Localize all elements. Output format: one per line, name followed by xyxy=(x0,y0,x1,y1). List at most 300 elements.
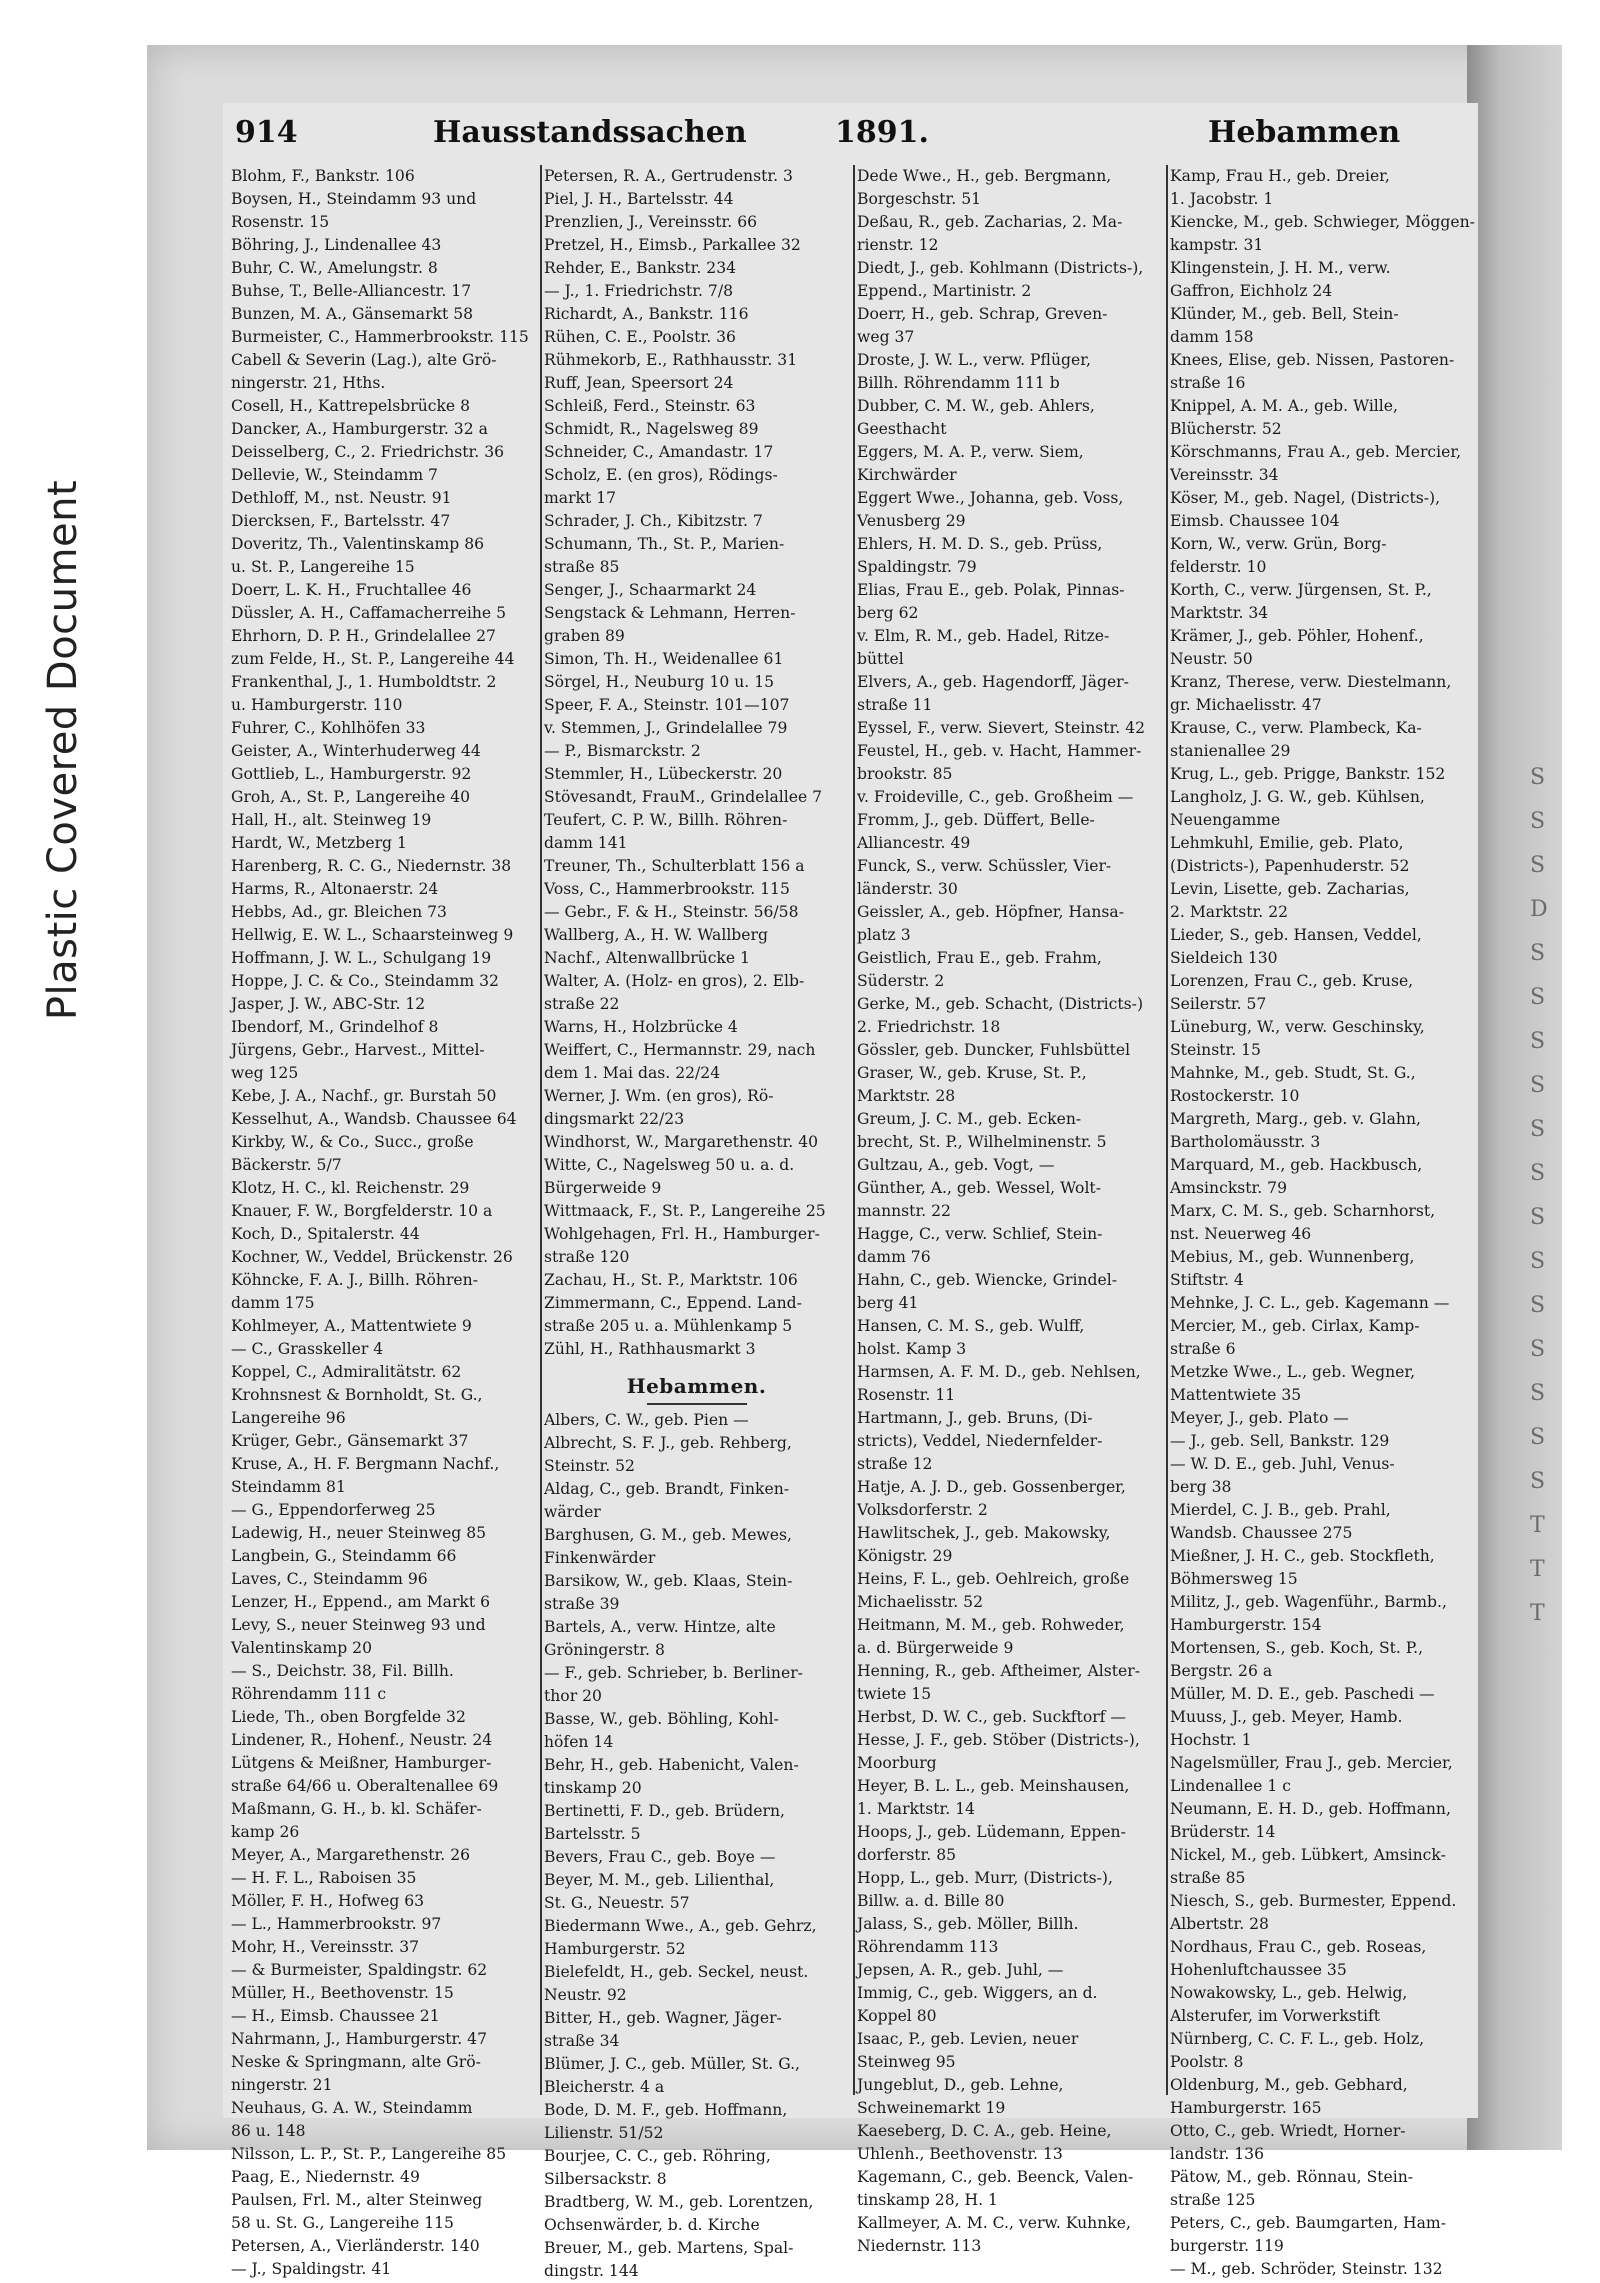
directory-entry: straße 205 u. a. Mühlenkamp 5 xyxy=(544,1317,793,1335)
directory-entry: Nürnberg, C. C. F. L., geb. Holz, xyxy=(1170,2030,1425,2048)
edge-letter: T xyxy=(1530,1601,1545,1626)
directory-entry: Borgeschstr. 51 xyxy=(857,190,982,208)
edge-letter: S xyxy=(1530,1249,1546,1274)
directory-entry: Langereihe 96 xyxy=(231,1409,346,1427)
directory-entry: Knees, Elise, geb. Nissen, Pastoren- xyxy=(1170,351,1455,369)
directory-entry: Doveritz, Th., Valentinskamp 86 xyxy=(231,535,485,553)
column-rule xyxy=(1166,165,1168,2095)
directory-entry: Droste, J. W. L., verw. Pflüger, xyxy=(857,351,1091,369)
directory-entry: Simon, Th. H., Weidenallee 61 xyxy=(544,650,784,668)
directory-entry: Niedernstr. 113 xyxy=(857,2237,982,2255)
directory-entry: straße 16 xyxy=(1170,374,1246,392)
directory-entry: Amsinckstr. 79 xyxy=(1170,1179,1288,1197)
directory-entry: v. Froideville, C., geb. Großheim — xyxy=(857,788,1134,806)
directory-entry: Petersen, R. A., Gertrudenstr. 3 xyxy=(544,167,793,185)
directory-entry: Kebe, J. A., Nachf., gr. Burstah 50 xyxy=(231,1087,497,1105)
directory-entry: damm 141 xyxy=(544,834,628,852)
directory-entry: Treuner, Th., Schulterblatt 156 a xyxy=(544,857,805,875)
directory-entry: Mehnke, J. C. L., geb. Kagemann — xyxy=(1170,1294,1450,1312)
directory-entry: — S., Deichstr. 38, Fil. Billh. xyxy=(231,1662,454,1680)
directory-entry: Eyssel, F., verw. Sievert, Steinstr. 42 xyxy=(857,719,1146,737)
directory-entry: kamp 26 xyxy=(231,1823,300,1841)
directory-entry: Finkenwärder xyxy=(544,1549,656,1567)
directory-entry: Gaffron, Eichholz 24 xyxy=(1170,282,1333,300)
directory-entry: Stemmler, H., Lübeckerstr. 20 xyxy=(544,765,783,783)
directory-entry: Mießner, J. H. C., geb. Stockfleth, xyxy=(1170,1547,1435,1565)
directory-entry: Lilienstr. 51/52 xyxy=(544,2124,664,2142)
directory-entry: Müller, H., Beethovenstr. 15 xyxy=(231,1984,454,2002)
directory-entry: straße 39 xyxy=(544,1595,620,1613)
directory-entry: Margreth, Marg., geb. v. Glahn, xyxy=(1170,1110,1421,1128)
directory-entry: Krause, C., verw. Plambeck, Ka- xyxy=(1170,719,1422,737)
directory-entry: Kruse, A., H. F. Bergmann Nachf., xyxy=(231,1455,500,1473)
directory-entry: Barghusen, G. M., geb. Mewes, xyxy=(544,1526,792,1544)
directory-entry: Deßau, R., geb. Zacharias, 2. Ma- xyxy=(857,213,1123,231)
directory-entry: Fromm, J., geb. Düffert, Belle- xyxy=(857,811,1095,829)
directory-entry: Kohlmeyer, A., Mattentwiete 9 xyxy=(231,1317,472,1335)
directory-entry: Albrecht, S. F. J., geb. Rehberg, xyxy=(544,1434,792,1452)
edge-letter: S xyxy=(1530,809,1546,834)
directory-entry: Rosenstr. 11 xyxy=(857,1386,956,1404)
directory-entry: Herbst, D. W. C., geb. Suckftorf — xyxy=(857,1708,1126,1726)
directory-entry: Eimsb. Chaussee 104 xyxy=(1170,512,1340,530)
directory-entry: Levin, Lisette, geb. Zacharias, xyxy=(1170,880,1410,898)
directory-entry: Diedt, J., geb. Kohlmann (Districts-), xyxy=(857,259,1144,277)
directory-entry: Barsikow, W., geb. Klaas, Stein- xyxy=(544,1572,793,1590)
directory-entry: Isaac, P., geb. Levien, neuer xyxy=(857,2030,1079,2048)
directory-entry: Schrader, J. Ch., Kibitzstr. 7 xyxy=(544,512,763,530)
directory-entry: Hoppe, J. C. & Co., Steindamm 32 xyxy=(231,972,499,990)
directory-entry: Buhr, C. W., Amelungstr. 8 xyxy=(231,259,438,277)
directory-entry: Nowakowsky, L., geb. Helwig, xyxy=(1170,1984,1408,2002)
directory-entry: Groh, A., St. P., Langereihe 40 xyxy=(231,788,471,806)
directory-entry: brookstr. 85 xyxy=(857,765,953,783)
directory-entry: Krämer, J., geb. Pöhler, Hohenf., xyxy=(1170,627,1424,645)
side-label xyxy=(8,470,118,1030)
directory-entry: Behr, H., geb. Habenicht, Valen- xyxy=(544,1756,799,1774)
section-rule xyxy=(647,1403,747,1405)
directory-entry: straße 6 xyxy=(1170,1340,1236,1358)
directory-entry: — W. D. E., geb. Juhl, Venus- xyxy=(1170,1455,1395,1473)
directory-entry: Marquard, M., geb. Hackbusch, xyxy=(1170,1156,1423,1174)
directory-entry: — L., Hammerbrookstr. 97 xyxy=(231,1915,442,1933)
edge-letter: S xyxy=(1530,1029,1546,1054)
directory-entry: Ruff, Jean, Speersort 24 xyxy=(544,374,734,392)
directory-entry: Rehder, E., Bankstr. 234 xyxy=(544,259,737,277)
directory-entry: — J., geb. Sell, Bankstr. 129 xyxy=(1170,1432,1390,1450)
directory-entry: straße 85 xyxy=(1170,1869,1246,1887)
directory-entry: Albers, C. W., geb. Pien — xyxy=(544,1411,749,1429)
directory-entry: Lorenzen, Frau C., geb. Kruse, xyxy=(1170,972,1414,990)
directory-entry: Klingenstein, J. H. M., verw. xyxy=(1170,259,1391,277)
directory-entry: Hoffmann, J. W. L., Schulgang 19 xyxy=(231,949,492,967)
directory-entry: Lenzer, H., Eppend., am Markt 6 xyxy=(231,1593,491,1611)
directory-entry: Jalass, S., geb. Möller, Billh. xyxy=(857,1915,1079,1933)
directory-entry: Stövesandt, FrauM., Grindelallee 7 xyxy=(544,788,823,806)
directory-entry: Gottlieb, L., Hamburgerstr. 92 xyxy=(231,765,472,783)
directory-entry: Marktstr. 34 xyxy=(1170,604,1269,622)
directory-entry: Bäckerstr. 5/7 xyxy=(231,1156,342,1174)
directory-entry: Werner, J. Wm. (en gros), Rö- xyxy=(544,1087,774,1105)
directory-entry: Hartmann, J., geb. Bruns, (Di- xyxy=(857,1409,1093,1427)
directory-entry: Windhorst, W., Margarethenstr. 40 xyxy=(544,1133,819,1151)
directory-entry: Steinstr. 52 xyxy=(544,1457,635,1475)
directory-entry: Immig, C., geb. Wiggers, an d. xyxy=(857,1984,1098,2002)
directory-entry: landstr. 136 xyxy=(1170,2145,1264,2163)
directory-entry: Paulsen, Frl. M., alter Steinweg xyxy=(231,2191,483,2209)
directory-entry: dem 1. Mai das. 22/24 xyxy=(544,1064,721,1082)
directory-entry: zum Felde, H., St. P., Langereihe 44 xyxy=(231,650,515,668)
directory-entry: Cosell, H., Kattrepelsbrücke 8 xyxy=(231,397,471,415)
directory-entry: — J., 1. Friedrichstr. 7/8 xyxy=(544,282,734,300)
directory-entry: Nordhaus, Frau C., geb. Roseas, xyxy=(1170,1938,1427,1956)
edge-letter: S xyxy=(1530,1381,1546,1406)
directory-entry: Königstr. 29 xyxy=(857,1547,953,1565)
edge-letter: S xyxy=(1530,941,1546,966)
directory-entry: Kirkby, W., & Co., Succ., große xyxy=(231,1133,474,1151)
directory-entry: Eggert Wwe., Johanna, geb. Voss, xyxy=(857,489,1124,507)
directory-entry: Schneider, C., Amandastr. 17 xyxy=(544,443,774,461)
directory-entry: — M., geb. Schröder, Steinstr. 132 xyxy=(1170,2260,1443,2278)
directory-entry: stanienallee 29 xyxy=(1170,742,1291,760)
directory-entry: Alsterufer, im Vorwerkstift xyxy=(1170,2007,1381,2025)
directory-entry: rienstr. 12 xyxy=(857,236,939,254)
directory-entry: Billw. a. d. Bille 80 xyxy=(857,1892,1005,1910)
directory-entry: Deisselberg, C., 2. Friedrichstr. 36 xyxy=(231,443,505,461)
directory-entry: Piel, J. H., Bartelsstr. 44 xyxy=(544,190,734,208)
directory-entry: Körschmanns, Frau A., geb. Mercier, xyxy=(1170,443,1462,461)
directory-entry: straße 125 xyxy=(1170,2191,1256,2209)
directory-entry: Köser, M., geb. Nagel, (Districts-), xyxy=(1170,489,1441,507)
edge-letter: S xyxy=(1530,853,1546,878)
directory-entry: — C., Grasskeller 4 xyxy=(231,1340,384,1358)
directory-entry: dorferstr. 85 xyxy=(857,1846,957,1864)
directory-entry: büttel xyxy=(857,650,904,668)
page-content xyxy=(223,103,1478,2280)
directory-entry: (Districts-), Papenhuderstr. 52 xyxy=(1170,857,1410,875)
directory-entry: Hopp, L., geb. Murr, (Districts-), xyxy=(857,1869,1113,1887)
running-title-left: Hausstandssachen xyxy=(433,115,747,150)
directory-entry: Kirchwärder xyxy=(857,466,957,484)
directory-entry: Meyer, A., Margarethenstr. 26 xyxy=(231,1846,471,1864)
directory-entry: Moorburg xyxy=(857,1754,937,1772)
directory-entry: Lieder, S., geb. Hansen, Veddel, xyxy=(1170,926,1422,944)
directory-entry: dingsmarkt 22/23 xyxy=(544,1110,685,1128)
directory-entry: Speer, F. A., Steinstr. 101—107 xyxy=(544,696,790,714)
directory-entry: Peters, C., geb. Baumgarten, Ham- xyxy=(1170,2214,1446,2232)
directory-entry: Lindenallee 1 c xyxy=(1170,1777,1291,1795)
directory-entry: Jürgens, Gebr., Harvest., Mittel- xyxy=(231,1041,485,1059)
directory-entry: 86 u. 148 xyxy=(231,2122,306,2140)
directory-entry: a. d. Bürgerweide 9 xyxy=(857,1639,1014,1657)
edge-letter: S xyxy=(1530,1469,1546,1494)
directory-entry: Blücherstr. 52 xyxy=(1170,420,1282,438)
directory-entry: Witte, C., Nagelsweg 50 u. a. d. xyxy=(544,1156,795,1174)
directory-entry: Steinstr. 15 xyxy=(1170,1041,1261,1059)
directory-entry: Elvers, A., geb. Hagendorff, Jäger- xyxy=(857,673,1129,691)
directory-entry: Seilerstr. 57 xyxy=(1170,995,1267,1013)
directory-entry: Gultzau, A., geb. Vogt, — xyxy=(857,1156,1055,1174)
column-4 xyxy=(1170,165,1475,2278)
edge-letter: S xyxy=(1530,1073,1546,1098)
directory-entry: damm 175 xyxy=(231,1294,315,1312)
directory-entry: Scholz, E. (en gros), Rödings- xyxy=(544,466,778,484)
column-3 xyxy=(857,165,1162,2255)
directory-entry: Niesch, S., geb. Burmester, Eppend. xyxy=(1170,1892,1457,1910)
directory-entry: Bartels, A., verw. Hintze, alte xyxy=(544,1618,776,1636)
directory-entry: Kesselhut, A., Wandsb. Chaussee 64 xyxy=(231,1110,517,1128)
directory-entry: straße 85 xyxy=(544,558,620,576)
directory-entry: Kaeseberg, D. C. A., geb. Heine, xyxy=(857,2122,1112,2140)
directory-entry: Blümer, J. C., geb. Müller, St. G., xyxy=(544,2055,801,2073)
directory-entry: platz 3 xyxy=(857,926,911,944)
directory-entry: mannstr. 22 xyxy=(857,1202,951,1220)
directory-entry: Metzke Wwe., L., geb. Wegner, xyxy=(1170,1363,1416,1381)
directory-entry: Neske & Springmann, alte Grö- xyxy=(231,2053,481,2071)
directory-entry: 2. Friedrichstr. 18 xyxy=(857,1018,1001,1036)
directory-entry: Bergstr. 26 a xyxy=(1170,1662,1273,1680)
directory-entry: Muuss, J., geb. Meyer, Hamb. xyxy=(1170,1708,1403,1726)
directory-entry: Liede, Th., oben Borgfelde 32 xyxy=(231,1708,466,1726)
directory-entry: Schmidt, R., Nagelsweg 89 xyxy=(544,420,759,438)
directory-entry: Prenzlien, J., Vereinsstr. 66 xyxy=(544,213,758,231)
directory-entry: — G., Eppendorferweg 25 xyxy=(231,1501,436,1519)
directory-entry: Albertstr. 28 xyxy=(1170,1915,1269,1933)
directory-entry: Ladewig, H., neuer Steinweg 85 xyxy=(231,1524,487,1542)
directory-entry: Sörgel, H., Neuburg 10 u. 15 xyxy=(544,673,775,691)
directory-entry: — F., geb. Schrieber, b. Berliner- xyxy=(544,1664,803,1682)
directory-entry: Krug, L., geb. Prigge, Bankstr. 152 xyxy=(1170,765,1446,783)
directory-entry: Böhring, J., Lindenallee 43 xyxy=(231,236,442,254)
directory-entry: weg 125 xyxy=(231,1064,299,1082)
directory-entry: Burmeister, C., Hammerbrookstr. 115 xyxy=(231,328,529,346)
directory-entry: Hatje, A. J. D., geb. Gossenberger, xyxy=(857,1478,1126,1496)
directory-entry: Bode, D. M. F., geb. Hoffmann, xyxy=(544,2101,788,2119)
directory-entry: Neustr. 92 xyxy=(544,1986,627,2004)
directory-entry: Bleicherstr. 4 a xyxy=(544,2078,665,2096)
directory-entry: Korth, C., verw. Jürgensen, St. P., xyxy=(1170,581,1432,599)
column-1 xyxy=(231,165,536,2278)
directory-entry: Silbersackstr. 8 xyxy=(544,2170,667,2188)
directory-entry: höfen 14 xyxy=(544,1733,614,1751)
edge-letter: T xyxy=(1530,1557,1545,1582)
directory-entry: Uhlenh., Beethovenstr. 13 xyxy=(857,2145,1063,2163)
directory-entry: Korn, W., verw. Grün, Borg- xyxy=(1170,535,1387,553)
directory-entry: Hoops, J., geb. Lüdemann, Eppen- xyxy=(857,1823,1126,1841)
directory-entry: u. Hamburgerstr. 110 xyxy=(231,696,403,714)
directory-entry: Rühmekorb, E., Rathhausstr. 31 xyxy=(544,351,798,369)
directory-entry: Krüger, Gebr., Gänsemarkt 37 xyxy=(231,1432,469,1450)
directory-entry: Lehmkuhl, Emilie, geb. Plato, xyxy=(1170,834,1404,852)
directory-entry: straße 11 xyxy=(857,696,933,714)
directory-entry: Kallmeyer, A. M. C., verw. Kuhnke, xyxy=(857,2214,1131,2232)
directory-entry: Röhrendamm 111 c xyxy=(231,1685,387,1703)
directory-entry: Bartelsstr. 5 xyxy=(544,1825,641,1843)
directory-entry: Meyer, J., geb. Plato — xyxy=(1170,1409,1349,1427)
directory-entry: Mierdel, C. J. B., geb. Prahl, xyxy=(1170,1501,1391,1519)
directory-entry: Zachau, H., St. P., Marktstr. 106 xyxy=(544,1271,798,1289)
directory-columns xyxy=(231,165,1475,2280)
directory-entry: straße 22 xyxy=(544,995,620,1013)
directory-entry: Nilsson, L. P., St. P., Langereihe 85 xyxy=(231,2145,507,2163)
directory-entry: Poolstr. 8 xyxy=(1170,2053,1244,2071)
directory-entry: Stiftstr. 4 xyxy=(1170,1271,1244,1289)
column-rule xyxy=(853,165,855,2095)
directory-entry: Lüneburg, W., verw. Geschinsky, xyxy=(1170,1018,1425,1036)
directory-entry: Koppel, C., Admiralitätstr. 62 xyxy=(231,1363,462,1381)
directory-entry: Kiencke, M., geb. Schwieger, Möggen- xyxy=(1170,213,1475,231)
directory-entry: — H. F. L., Raboisen 35 xyxy=(231,1869,417,1887)
directory-entry: Ehrhorn, D. P. H., Grindelallee 27 xyxy=(231,627,496,645)
directory-entry: dingstr. 144 xyxy=(544,2262,639,2280)
directory-entry: Petersen, A., Vierländerstr. 140 xyxy=(231,2237,480,2255)
directory-entry: Walter, A. (Holz- en gros), 2. Elb- xyxy=(544,972,805,990)
directory-entry: Pätow, M., geb. Rönnau, Stein- xyxy=(1170,2168,1414,2186)
edge-letter: S xyxy=(1530,1161,1546,1186)
directory-entry: brecht, St. P., Wilhelminenstr. 5 xyxy=(857,1133,1107,1151)
directory-entry: Venusberg 29 xyxy=(857,512,966,530)
page-header xyxy=(223,115,1478,163)
directory-entry: straße 34 xyxy=(544,2032,620,2050)
directory-entry: Biedermann Wwe., A., geb. Gehrz, xyxy=(544,1917,817,1935)
directory-entry: Steinweg 95 xyxy=(857,2053,956,2071)
directory-entry: Volksdorferstr. 2 xyxy=(857,1501,988,1519)
directory-entry: straße 120 xyxy=(544,1248,630,1266)
directory-entry: Alliancestr. 49 xyxy=(857,834,971,852)
directory-entry: Knauer, F. W., Borgfelderstr. 10 a xyxy=(231,1202,493,1220)
directory-entry: gr. Michaelisstr. 47 xyxy=(1170,696,1322,714)
directory-entry: Beyer, M. M., geb. Lilienthal, xyxy=(544,1871,775,1889)
directory-entry: Lindener, R., Hohenf., Neustr. 24 xyxy=(231,1731,493,1749)
directory-entry: Köhncke, F. A. J., Billh. Röhren- xyxy=(231,1271,478,1289)
directory-entry: Gössler, geb. Duncker, Fuhlsbüttel xyxy=(857,1041,1131,1059)
directory-entry: Langbein, G., Steindamm 66 xyxy=(231,1547,457,1565)
directory-entry: Rosenstr. 15 xyxy=(231,213,330,231)
directory-entry: Bourjee, C. C., geb. Röhring, xyxy=(544,2147,771,2165)
directory-entry: weg 37 xyxy=(857,328,915,346)
directory-entry: wärder xyxy=(544,1503,601,1521)
directory-entry: Buhse, T., Belle-Alliancestr. 17 xyxy=(231,282,472,300)
directory-entry: Hansen, C. M. S., geb. Wulff, xyxy=(857,1317,1085,1335)
directory-entry: markt 17 xyxy=(544,489,617,507)
directory-entry: Pretzel, H., Eimsb., Parkallee 32 xyxy=(544,236,801,254)
directory-entry: 1. Jacobstr. 1 xyxy=(1170,190,1274,208)
directory-entry: Elias, Frau E., geb. Polak, Pinnas- xyxy=(857,581,1125,599)
directory-entry: Müller, M. D. E., geb. Paschedi — xyxy=(1170,1685,1435,1703)
directory-entry: Röhrendamm 113 xyxy=(857,1938,999,1956)
edge-letter: S xyxy=(1530,765,1546,790)
directory-entry: Ehlers, H. M. D. S., geb. Prüss, xyxy=(857,535,1103,553)
directory-entry: berg 38 xyxy=(1170,1478,1232,1496)
directory-entry: — Gebr., F. & H., Steinstr. 56/58 xyxy=(544,903,799,921)
directory-entry: Boysen, H., Steindamm 93 und xyxy=(231,190,477,208)
directory-entry: Otto, C., geb. Wriedt, Horner- xyxy=(1170,2122,1406,2140)
edge-letter: S xyxy=(1530,1425,1546,1450)
directory-entry: Valentinskamp 20 xyxy=(231,1639,372,1657)
directory-entry: Dubber, C. M. W., geb. Ahlers, xyxy=(857,397,1095,415)
directory-entry: Greum, J. C. M., geb. Ecken- xyxy=(857,1110,1082,1128)
directory-entry: Geistlich, Frau E., geb. Frahm, xyxy=(857,949,1102,967)
directory-entry: Funck, S., verw. Schüssler, Vier- xyxy=(857,857,1112,875)
directory-entry: Hochstr. 1 xyxy=(1170,1731,1252,1749)
directory-entry: Schleiß, Ferd., Steinstr. 63 xyxy=(544,397,756,415)
directory-entry: Lütgens & Meißner, Hamburger- xyxy=(231,1754,492,1772)
directory-entry: kampstr. 31 xyxy=(1170,236,1264,254)
directory-entry: tinskamp 20 xyxy=(544,1779,642,1797)
edge-letter: S xyxy=(1530,1117,1546,1142)
edge-letter: D xyxy=(1530,897,1548,922)
directory-entry: Schweinemarkt 19 xyxy=(857,2099,1006,2117)
directory-entry: Bertinetti, F. D., geb. Brüdern, xyxy=(544,1802,785,1820)
directory-entry: Wallberg, A., H. W. Wallberg xyxy=(544,926,768,944)
directory-entry: Fuhrer, C., Kohlhöfen 33 xyxy=(231,719,426,737)
directory-entry: damm 76 xyxy=(857,1248,931,1266)
directory-entry: Militz, J., geb. Wagenführ., Barmb., xyxy=(1170,1593,1447,1611)
directory-entry: Blohm, F., Bankstr. 106 xyxy=(231,167,415,185)
directory-entry: Schumann, Th., St. P., Marien- xyxy=(544,535,785,553)
directory-entry: Wandsb. Chaussee 275 xyxy=(1170,1524,1353,1542)
directory-entry: Heyer, B. L. L., geb. Meinshausen, xyxy=(857,1777,1130,1795)
directory-entry: tinskamp 28, H. 1 xyxy=(857,2191,998,2209)
directory-entry: Jasper, J. W., ABC-Str. 12 xyxy=(231,995,426,1013)
directory-entry: Mebius, M., geb. Wunnenberg, xyxy=(1170,1248,1415,1266)
directory-entry: Richardt, A., Bankstr. 116 xyxy=(544,305,749,323)
edge-letter: T xyxy=(1530,1513,1545,1538)
page-year: 1891. xyxy=(835,115,929,150)
directory-entry: nst. Neuerweg 46 xyxy=(1170,1225,1312,1243)
directory-entry: Eggers, M. A. P., verw. Siem, xyxy=(857,443,1084,461)
directory-entry: ningerstr. 21, Hths. xyxy=(231,374,386,392)
directory-entry: Bunzen, M. A., Gänsemarkt 58 xyxy=(231,305,474,323)
directory-entry: Sengstack & Lehmann, Herren- xyxy=(544,604,796,622)
directory-entry: burgerstr. 119 xyxy=(1170,2237,1284,2255)
directory-entry: Nickel, M., geb. Lübkert, Amsinck- xyxy=(1170,1846,1446,1864)
directory-entry: Weiffert, C., Hermannstr. 29, nach xyxy=(544,1041,816,1059)
directory-entry: Knippel, A. M. A., geb. Wille, xyxy=(1170,397,1398,415)
directory-entry: Böhmersweg 15 xyxy=(1170,1570,1298,1588)
directory-entry: holst. Kamp 3 xyxy=(857,1340,967,1358)
directory-entry: Hardt, W., Metzberg 1 xyxy=(231,834,407,852)
directory-entry: Laves, C., Steindamm 96 xyxy=(231,1570,428,1588)
directory-entry: Frankenthal, J., 1. Humboldtstr. 2 xyxy=(231,673,497,691)
directory-entry: Koppel 80 xyxy=(857,2007,937,2025)
directory-entry: Harms, R., Altonaerstr. 24 xyxy=(231,880,439,898)
directory-entry: Jepsen, A. R., geb. Juhl, — xyxy=(857,1961,1064,1979)
directory-entry: Dellevie, W., Steindamm 7 xyxy=(231,466,438,484)
directory-entry: Neuhaus, G. A. W., Steindamm xyxy=(231,2099,473,2117)
directory-entry: Sieldeich 130 xyxy=(1170,949,1278,967)
directory-entry: Harenberg, R. C. G., Niedernstr. 38 xyxy=(231,857,512,875)
directory-entry: Krohnsnest & Bornholdt, St. G., xyxy=(231,1386,483,1404)
edge-letter: S xyxy=(1530,985,1546,1010)
directory-entry: Mattentwiete 35 xyxy=(1170,1386,1302,1404)
directory-entry: 1. Marktstr. 14 xyxy=(857,1800,976,1818)
directory-entry: Dancker, A., Hamburgerstr. 32 a xyxy=(231,420,488,438)
directory-entry: Neustr. 50 xyxy=(1170,650,1253,668)
directory-entry: Günther, A., geb. Wessel, Wolt- xyxy=(857,1179,1101,1197)
directory-entry: Mercier, M., geb. Cirlax, Kamp- xyxy=(1170,1317,1420,1335)
directory-entry: Maßmann, G. H., b. kl. Schäfer- xyxy=(231,1800,482,1818)
directory-entry: Michaelisstr. 52 xyxy=(857,1593,983,1611)
directory-entry: Brüderstr. 14 xyxy=(1170,1823,1276,1841)
directory-entry: Eppend., Martinistr. 2 xyxy=(857,282,1032,300)
directory-entry: v. Elm, R. M., geb. Hadel, Ritze- xyxy=(857,627,1110,645)
directory-entry: Senger, J., Schaarmarkt 24 xyxy=(544,581,757,599)
directory-entry: Nagelsmüller, Frau J., geb. Mercier, xyxy=(1170,1754,1453,1772)
edge-letter: S xyxy=(1530,1337,1546,1362)
directory-entry: Oldenburg, M., geb. Gebhard, xyxy=(1170,2076,1408,2094)
directory-entry: Zühl, H., Rathhausmarkt 3 xyxy=(544,1340,756,1358)
